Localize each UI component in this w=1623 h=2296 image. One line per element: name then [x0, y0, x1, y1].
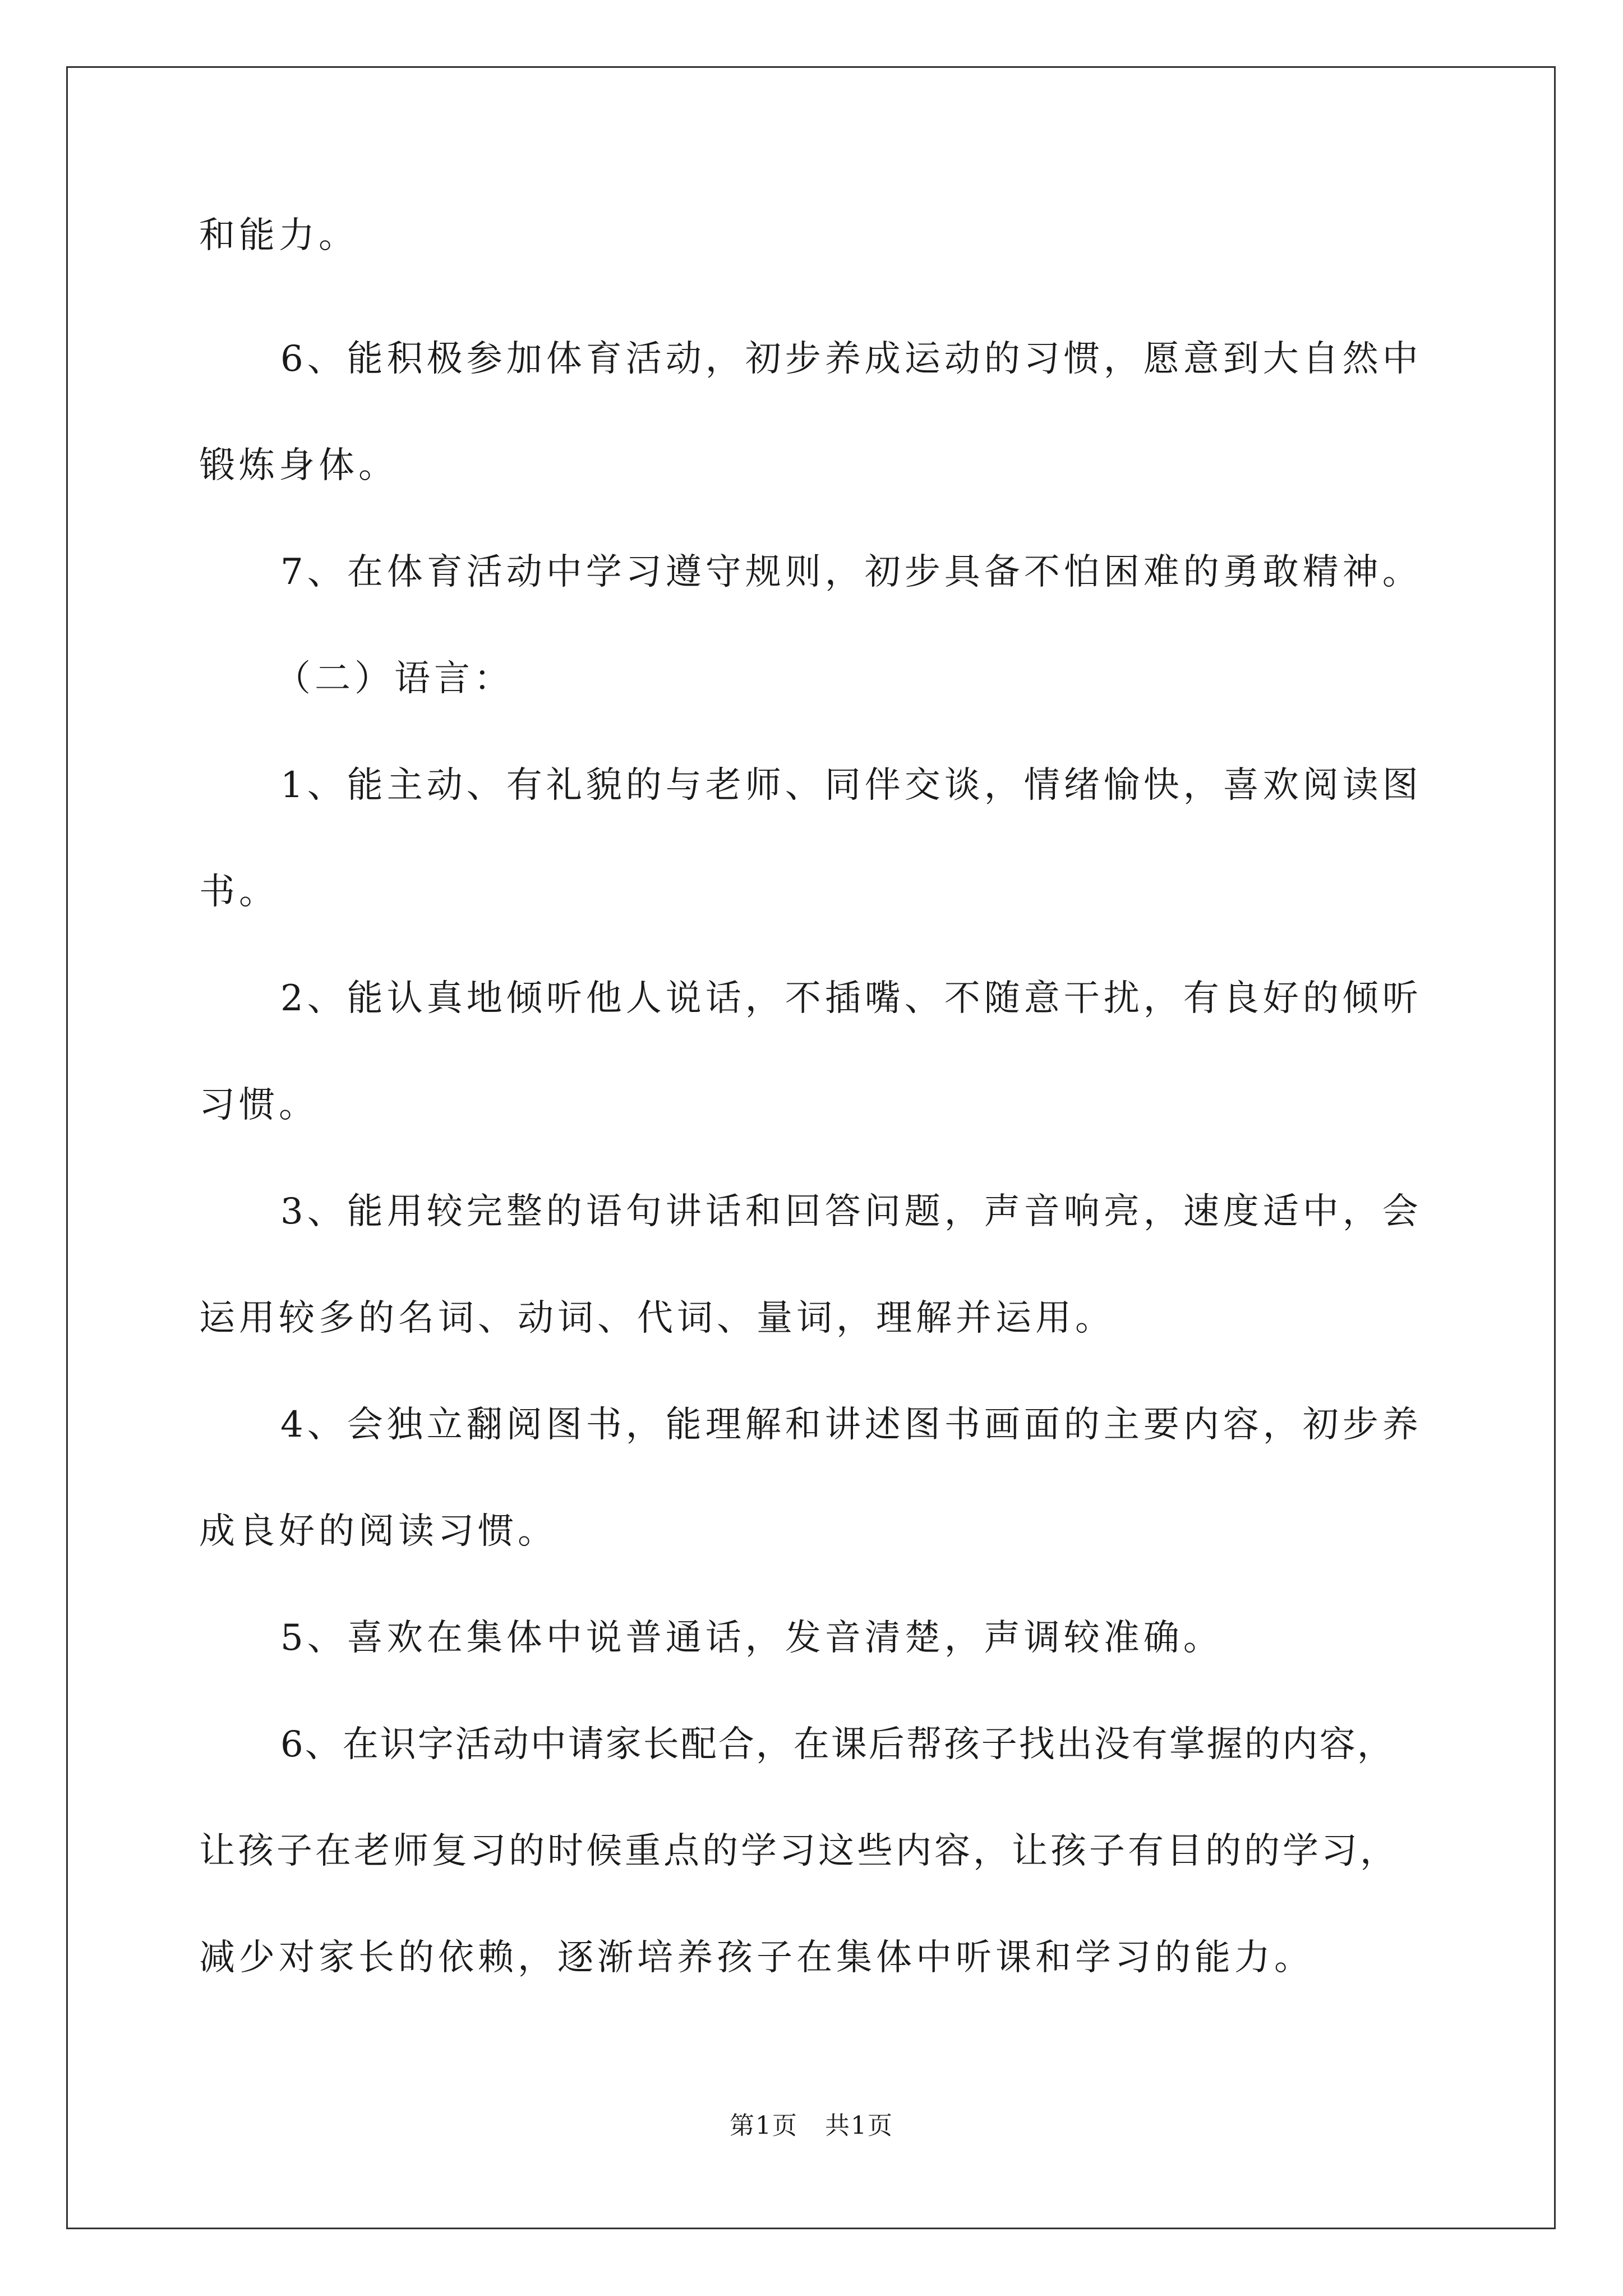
text-line: 7、在体育活动中学习遵守规则，初步具备不怕困难的勇敢精神。 [280, 551, 1422, 593]
text-line: 和能力。 [199, 215, 358, 256]
page-footer [0, 2109, 1623, 2143]
page-total: 共1页 [825, 2111, 893, 2140]
text-line: 让孩子在老师复习的时候重点的学习这些内容，让孩子有目的的学习， [199, 1830, 1399, 1872]
text-line: 6、能积极参加体育活动，初步养成运动的习惯，愿意到大自然中 [280, 338, 1422, 380]
text-line: 成良好的阅读习惯。 [199, 1511, 557, 1552]
text-line: 锻炼身体。 [199, 445, 398, 486]
text-line: 运用较多的名词、动词、代词、量词，理解并运用。 [199, 1297, 1115, 1339]
text-line: 习惯。 [199, 1084, 319, 1126]
text-line: 5、喜欢在集体中说普通话，发音清楚，声调较准确。 [280, 1617, 1223, 1659]
text-line: 书。 [199, 871, 279, 913]
text-line: 3、能用较完整的语句讲话和回答问题，声音响亮，速度适中，会 [280, 1191, 1422, 1232]
page-number: 第1页 [730, 2111, 798, 2140]
text-line: 2、能认真地倾听他人说话，不插嘴、不随意干扰，有良好的倾听 [280, 978, 1422, 1019]
section-heading: （二）语言： [275, 658, 514, 700]
text-line: 4、会独立翻阅图书，能理解和讲述图书画面的主要内容，初步养 [280, 1404, 1422, 1446]
text-line: 1、能主动、有礼貌的与老师、同伴交谈，情绪愉快，喜欢阅读图 [280, 765, 1422, 806]
page-border [66, 66, 1556, 2229]
text-line: 6、在识字活动中请家长配合，在课后帮孩子找出没有掌握的内容， [280, 1724, 1395, 1765]
text-line: 减少对家长的依赖，逐渐培养孩子在集体中听课和学习的能力。 [199, 1937, 1314, 1978]
